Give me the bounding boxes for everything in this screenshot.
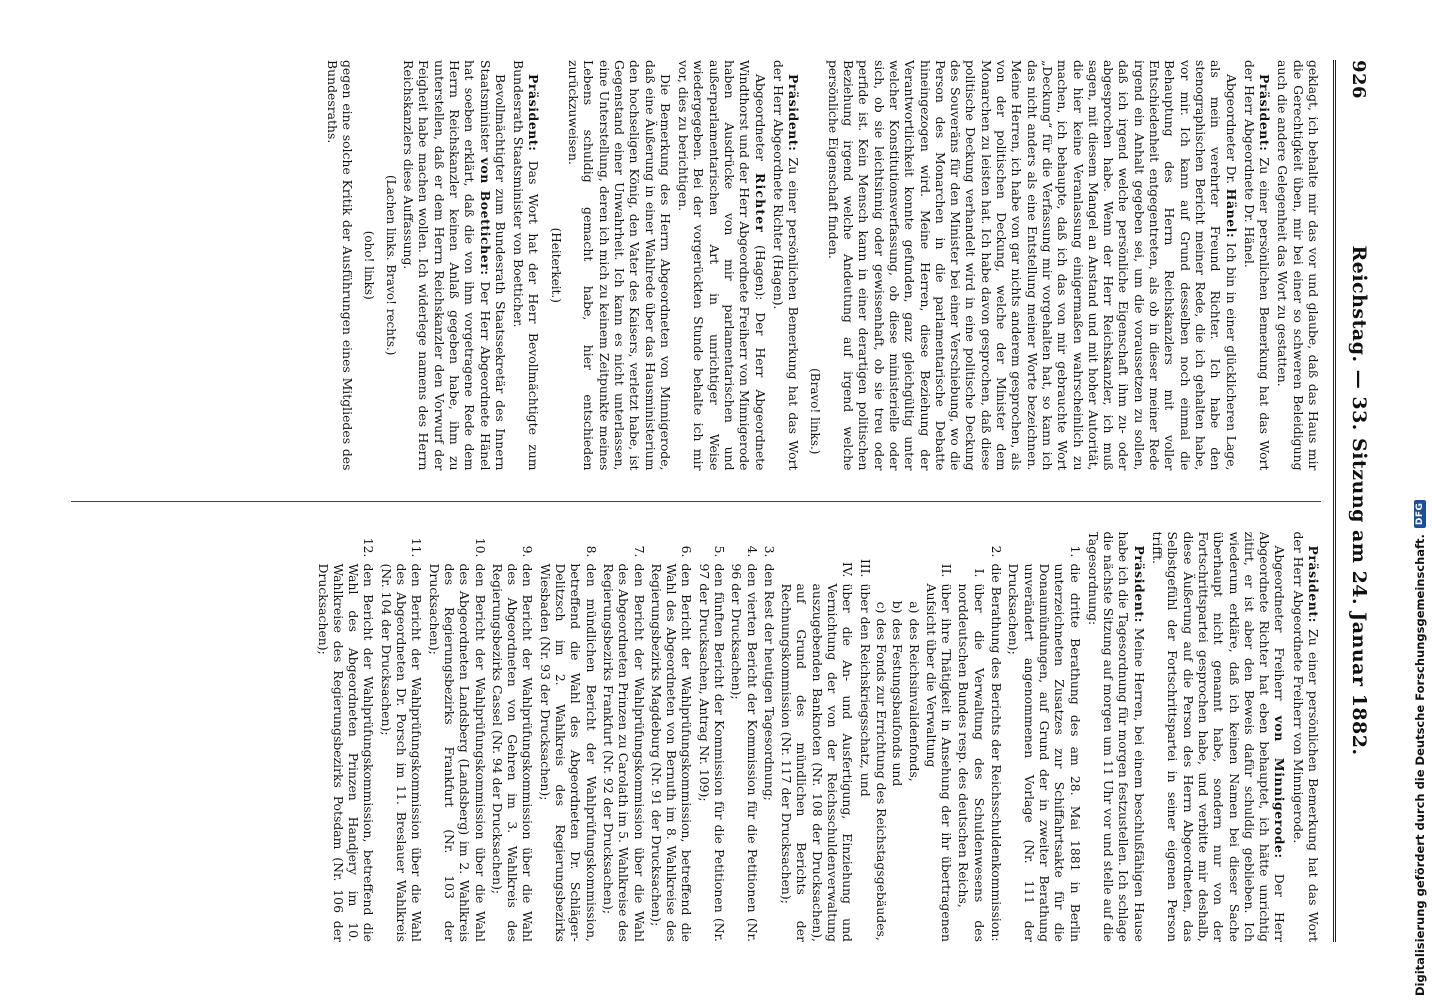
speaker-name: von Minnigerode: bbox=[1272, 715, 1288, 859]
header-rule bbox=[1333, 60, 1336, 942]
audience-reaction: (oho! links) bbox=[362, 230, 377, 300]
agenda-subsubitem bbox=[906, 596, 921, 943]
audience-reaction: (Heiterkeit.) bbox=[548, 227, 563, 303]
agenda-item bbox=[426, 532, 487, 943]
agenda-number: IV. bbox=[840, 561, 856, 578]
paragraph bbox=[676, 60, 768, 471]
page-number: 926 bbox=[1348, 60, 1369, 100]
agenda-item bbox=[989, 532, 1004, 943]
agenda-text: über die Verwaltung des Schuldenwesens des norddeutschen Bundes resp. des deutschen Reichs, bbox=[956, 583, 987, 942]
speaker-name: Präsident: bbox=[1257, 74, 1273, 152]
agenda-number: 1. bbox=[1067, 545, 1083, 558]
credit-text: Digitalisierung gefördert durch die Deutsche Forschungsgemeinschaft. bbox=[1413, 534, 1427, 996]
agenda-number: I. bbox=[971, 568, 987, 578]
paragraph bbox=[1290, 532, 1321, 943]
credit-line bbox=[1413, 500, 1427, 996]
agenda-number: 6. bbox=[679, 545, 695, 558]
agenda-number: 8. bbox=[583, 545, 599, 558]
speaker-name: von Boetticher: bbox=[477, 157, 493, 276]
audience-reaction: (Bravo! links.) bbox=[808, 368, 823, 455]
agenda-subsubitem bbox=[890, 596, 905, 943]
agenda-item bbox=[378, 532, 424, 943]
speech-text: Meine Herren, bei einem beschlußfähigen Hause habe ich die Tagesordnung für morgen festzustellen. Ich schlage die nächste Sitzung auf morgen um 11 Uhr vor und stelle auf die Tagesordnung: bbox=[1085, 531, 1147, 942]
speaker-name: Richter bbox=[752, 172, 768, 234]
speech-text: (Hagen): Der Herr Abgeordnete Windthorst und der Herr Abgeordnete Freiherr von Minnigerode haben Ausdrücke von mir parlamentarischen und außerparlamentarischen Art in unrichtiger Weise wiedergegeben. Bei der vorgerückten Stunde behalte ich mir vor, dies zu berichtigen. bbox=[676, 60, 768, 471]
agenda-text: des Fonds zur Errichtung des Reichstagsgebäudes, bbox=[873, 618, 889, 941]
paragraph: geklagt, ich behalte mir das vor und glaube, daß das Haus mir die Gerechtigkeit üben, mir bei einer so schweren Beleidigung auch die andere Gelegenheit das Wort zu gestatten. bbox=[1275, 60, 1321, 471]
speech-text: Zu einer persönlichen Bemerkung hat das Wort der Herr Abgeordnete Dr. Hänel. bbox=[1241, 60, 1273, 471]
agenda-text: den Bericht der Wahlprüfungskommission über die Wahl des Abgeordneten Prinzen zu Carolath im 5. Wahlkreise des Regierungsbezirks Frankfurt (Nr. 92 der Drucksachen); bbox=[600, 563, 647, 942]
agenda-subitem bbox=[857, 556, 872, 943]
agenda-number: 9. bbox=[520, 545, 536, 558]
paragraph bbox=[826, 60, 1239, 471]
agenda-text: den Bericht der Wahlprüfungskommission, betreffend die Wahl des Abgeordneten von Bernuth im 8. Wahlkreise des Regierungsbezirks Magdeburg (Nr. 91 der Drucksachen); bbox=[648, 563, 695, 942]
agenda-subitem bbox=[779, 556, 855, 943]
agenda-number: a) bbox=[906, 601, 922, 614]
agenda-text: den Bericht der Wahlprüfungskommission, betreffend die Wahl des Abgeordneten Prinzen Handjery im 10. Wahlkreise des Regierungsbezirks Potsdam (Nr. 106 der Drucksachen); bbox=[315, 563, 377, 942]
agenda-item bbox=[537, 532, 598, 943]
right-column bbox=[71, 532, 1321, 943]
agenda-text: den fünften Bericht der Kommission für die Petitionen (Nr. 97 der Drucksachen, Antrag Nr. 109); bbox=[696, 563, 728, 942]
agenda-number: b) bbox=[890, 600, 906, 614]
speaker-name: Präsident: bbox=[526, 74, 542, 152]
agenda-number: 3. bbox=[761, 545, 777, 558]
agenda-number: 2. bbox=[989, 545, 1005, 558]
speaker-name: Präsident: bbox=[1306, 545, 1321, 623]
dfg-logo: DFG bbox=[1414, 500, 1426, 529]
page-header bbox=[1340, 60, 1370, 942]
agenda-item bbox=[315, 532, 376, 943]
agenda-text: den mündlichen Bericht der Wahlprüfungskommission, betreffend die Wahl des Abgeordneten Dr. Schläger-Delitzsch im 2. Wahlkreis des Regierungsbezirks Wiesbaden (Nr. 93 der Drucksachen); bbox=[537, 563, 599, 942]
agenda-subsubitem bbox=[874, 596, 889, 943]
agenda-number: 5. bbox=[712, 545, 728, 558]
paragraph bbox=[771, 60, 802, 471]
paragraph bbox=[511, 60, 542, 471]
speaker-name: Präsident: bbox=[1131, 545, 1147, 623]
agenda-number: 4. bbox=[744, 545, 760, 558]
agenda-number: 11. bbox=[409, 537, 425, 558]
speech-text: Der Herr Abgeordnete Richter hat eben behauptet, ich hätte unrichtig zitirt, er ist aber den Beweis dafür schuldig geblieben. Ich wiederum erkläre, daß ich keinen Namen bei dieser Sache überhaupt nicht genannt habe, sondern nur von der Fortschrittspartei gesprochen habe, und verbitte mir deshalb, diese Äußerung auf die Person des Herrn Abgeordneten, das Selbstgefühl der Fortschrittspartei in seiner eigenen Person trifft. bbox=[1150, 531, 1288, 942]
speaker-name: Präsident: bbox=[786, 74, 802, 152]
speaker-intro: Abgeordneter Freiherr bbox=[1272, 545, 1288, 716]
agenda-text: des Reichsinvalidenfonds, bbox=[906, 618, 922, 782]
agenda-number: 12. bbox=[361, 537, 377, 558]
agenda-text: über die An- und Ausfertigung, Einziehung und Vernichtung der von der Reichsschuldenverwaltung auszugebenden Banknoten (Nr. 108 der Drucksachen), auf Grund des mündlichen Berichts der Rechnungskommission (Nr. 117 der Drucksachen); bbox=[779, 583, 856, 942]
agenda-text: den Bericht der Wahlprüfungskommission über die Wahl des Abgeordneten Dr. Porsch im 11. Breslauer Wahlkreis (Nr. 104 der Drucksachen); bbox=[378, 563, 425, 942]
agenda-item bbox=[696, 532, 727, 943]
paragraph bbox=[401, 60, 508, 471]
agenda-item bbox=[490, 532, 536, 943]
audience-reaction: (Lachen links. Bravo! rechts.) bbox=[383, 175, 398, 356]
agenda-text: den Rest der heutigen Tagesordnung; bbox=[761, 563, 777, 801]
agenda-text: über ihre Thätigkeit in Ansehung der ihr übertragenen Aufsicht über die Verwaltung bbox=[923, 583, 955, 942]
speech-text: Ich bin in einer glücklicheren Lage, als mein verehrter Freund Richter. Ich habe den stenographischen Bericht meiner Rede, die ich gehalten habe, vor mir. Ich kann auf Grund desselben noch einmal die Behauptung des Herrn Reichskanzlers mit voller Entschiedenheit entgegentreten, als ob in dieser meiner Rede irgend ein Anhalt gegeben sei, um die voraussetzen zu sollen, daß ich irgend welche persönliche Eigenschaft ihm zu- oder abgesprochen habe. Wenn der Herr Reichskanzler, ich muß sagen, mit diesem Mangel an Anstand und mit hoher Autorität, die hier keine Veranlassung einigermaßen wahrscheinlich zu machen, ich behaupte, daß ich das von mir gebrauchte Wort „Deckung“ für die Verfassung mir vorgehalten hat, so kann ich das nicht anders als eine Entstellung meiner Worte bezeichnen. Meine Herren, ich habe von gar nichts anderem gesprochen, als von der politischen Deckung, welche der Minister dem Monarchen zu leisten hat. Ich habe davon gesprochen, daß diese politische Deckung verhandelt wird in eine politische Deckung des Souveräns für den Minister bei einer Verschiebung, wo die Person des Monarchen in die parlamentarische Debatte hineingezogen wird. Meine Herren, diese Beziehung der Verantwortlichkeit konnte gefunden, ganz gleichgültig unter welcher Konstitutionsverfassung, ob diese ministerielle oder sich, ob sie leichtsinnig oder gewissenhaft, ob sie treu oder perfide ist. Kein Mensch kann in einer derartigen politischen Beziehung irgend welche Andeutung auf irgend welche persönliche Eigenschaft finden. bbox=[825, 60, 1239, 471]
speaker-name: Hänel: bbox=[1223, 188, 1239, 239]
text-columns bbox=[71, 60, 1321, 942]
agenda-item bbox=[729, 532, 760, 943]
agenda-text: den vierten Bericht der Kommission für die Petitionen (Nr. 96 der Drucksachen); bbox=[729, 563, 760, 942]
paragraph: gegen eine solche Kritik der Ausführungen eines Mitgliedes des Bundesraths. bbox=[324, 60, 356, 471]
agenda-text: den Bericht der Wahlprüfungskommission über die Wahl des Abgeordneten von Gehren im 3. Wahlkreis des Regierungsbezirks Cassel (Nr. 94 der Drucksachen); bbox=[489, 563, 536, 942]
speech-text: Der Herr Abgeordnete Hänel hat soeben erklärt, daß die von ihm vorgetragene Rede dem Herrn Reichskanzler keinen Anlaß gegeben habe, ihm zu unterstellen, daß er dem Herrn Reichskanzler den Vorwurf der Feigheit habe machen wollen. Ich widerlege namens des Herrn Reichskanzlers diese Auffassung. bbox=[401, 60, 493, 471]
agenda-text: die Berathung des Berichts der Reichsschuldenkommission: bbox=[989, 563, 1005, 942]
agenda-item bbox=[762, 532, 777, 943]
speech-text: Zu einer persönlichen Bemerkung hat das Wort der Herr Abgeordnete Richter (Hagen). bbox=[770, 60, 802, 471]
agenda-number: 10. bbox=[472, 537, 488, 558]
agenda-number: III. bbox=[857, 558, 873, 578]
agenda-text: über den Reichskriegsschatz, und bbox=[857, 583, 873, 797]
paragraph bbox=[1150, 532, 1288, 943]
agenda-item bbox=[1006, 532, 1082, 943]
left-column bbox=[71, 60, 1321, 471]
digitization-credit bbox=[1409, 0, 1431, 1000]
agenda-subitem bbox=[924, 556, 955, 943]
speaker-intro: Abgeordneter Dr. bbox=[1223, 74, 1239, 189]
document-page bbox=[30, 0, 1410, 1000]
agenda-subitem bbox=[956, 556, 987, 943]
agenda-item bbox=[601, 532, 647, 943]
speaker-intro: Abgeordneter bbox=[752, 74, 768, 173]
running-head: Reichstag. — 33. Sitzung am 24. Januar 1882. bbox=[1348, 245, 1370, 756]
agenda-text: die dritte Berathung des am 28. Mai 1881 in Berlin unterzeichneten Zusatzes zur Schiffahrtsakte für die Donaumündungen, auf Grund der in zweiter Berathung unverändert angenommenen Vorlage (Nr. 111 der Drucksachen); bbox=[1006, 563, 1083, 942]
agenda-number: II. bbox=[939, 563, 955, 578]
speaker-intro: Bevollmächtigter zum Bundesrath Staatssekretär des Innern Staatsminister bbox=[477, 60, 508, 471]
agenda-text: den Bericht der Wahlprüfungskommission über die Wahl des Abgeordneten Landsberg (Landsberg) im 2. Wahlkreis des Regierungsbezirks Frankfurt (Nr. 103 der Drucksachen); bbox=[426, 563, 488, 942]
paragraph bbox=[1086, 532, 1147, 943]
speech-text: Zu einer persönlichen Bemerkung hat das Wort der Herr Abgeordnete Freiherr von Minnigerode. bbox=[1290, 531, 1321, 942]
paragraph bbox=[1242, 60, 1273, 471]
column-divider bbox=[71, 501, 1321, 502]
paragraph: Die Bemerkung des Herrn Abgeordneten von Minnigerode, daß eine Äußerung in einer Wahlrede über das Hausministerium den hochseligen König, den Vater des Kaisers, verletzt habe, ist Gegenstand einer Unwahrheit. Ich kann es nicht unterlassen, eine Unterstellung, deren ich mich zu keinem Zeitpunkte meines Lebens schuldig gemacht habe, hier entschieden zurückzuweisen. bbox=[566, 60, 673, 471]
agenda-text: des Festungsbaufonds und bbox=[890, 618, 906, 787]
agenda-item bbox=[649, 532, 695, 943]
speech-text: Das Wort hat der Herr Bevollmächtigte zum Bundesrath Staatsminister von Boetticher. bbox=[511, 60, 542, 471]
agenda-number: c) bbox=[873, 601, 889, 614]
agenda-number: 7. bbox=[631, 545, 647, 558]
